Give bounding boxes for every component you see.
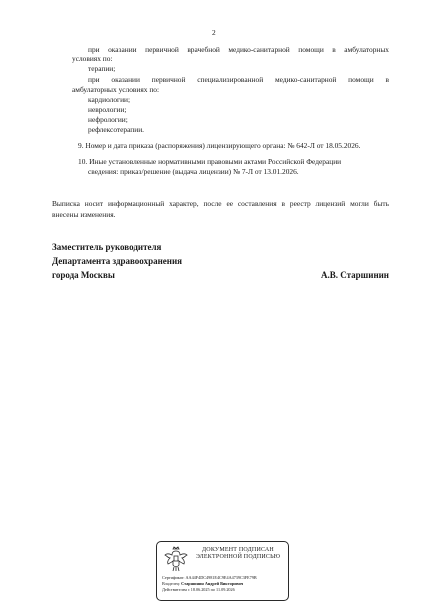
stamp-validity: Действителен с 18.06.2025 по 11.09.2026 xyxy=(162,587,235,592)
page-number: 2 xyxy=(212,28,216,37)
stamp-owner xyxy=(162,581,243,586)
stamp-certificate xyxy=(162,575,257,580)
stamp-cert-value: AA44F4DC4981E4C9E4A4739C3FE79B xyxy=(185,575,257,580)
para1-line2: условиях по: xyxy=(72,54,113,63)
stamp-cert-label: Сертификат: xyxy=(162,575,185,580)
signer-name: А.В. Старшинин xyxy=(320,270,389,280)
para2-item: рефлексотерапии. xyxy=(88,125,145,134)
stamp-heading-line1: ДОКУМЕНТ ПОДПИСАН xyxy=(202,547,274,553)
stamp-owner-value: Старшинин Андрей Викторович xyxy=(181,581,244,586)
notice-line1: Выписка носит информационный характер, после ее составления в реестр лицензий могли быть xyxy=(52,199,389,208)
para1-item: терапии; xyxy=(88,64,116,73)
stamp-heading-line2: ЭЛЕКТРОННОЙ ПОДПИСЬЮ xyxy=(195,554,281,560)
para2-item: неврологии; xyxy=(88,105,127,114)
signer-title-line1: Заместитель руководителя xyxy=(52,242,162,252)
signer-title-line3: города Москвы xyxy=(52,270,115,280)
notice-line2: внесены изменения. xyxy=(52,210,116,219)
coat-of-arms-icon xyxy=(163,545,189,573)
stamp-owner-label: Владелец: xyxy=(162,581,181,586)
para2-item: нефрологии; xyxy=(88,115,128,124)
signer-title-line2: Департамента здравоохранения xyxy=(52,256,183,266)
para2-line2: амбулаторных условиях по: xyxy=(72,85,160,94)
para2-item: кардиологии; xyxy=(88,95,131,104)
item-9: 9. Номер и дата приказа (распоряжения) лицензирующего органа: № 642-Л от 18.05.2026. xyxy=(78,141,361,150)
item-10-line1: 10. Иные установленные нормативными правовыми актами Российской Федерации xyxy=(78,157,342,166)
para2-line1: при оказании первичной специализированной медико-санитарной помощи в xyxy=(88,75,389,84)
stamp-heading xyxy=(191,547,285,561)
item-10-line2: сведения: приказ/решение (выдача лицензии) № 7-Л от 13.01.2026. xyxy=(88,167,299,176)
e-signature-stamp xyxy=(156,541,289,601)
para1-line1: при оказании первичной врачебной медико-санитарной помощи в амбулаторных xyxy=(88,45,389,54)
